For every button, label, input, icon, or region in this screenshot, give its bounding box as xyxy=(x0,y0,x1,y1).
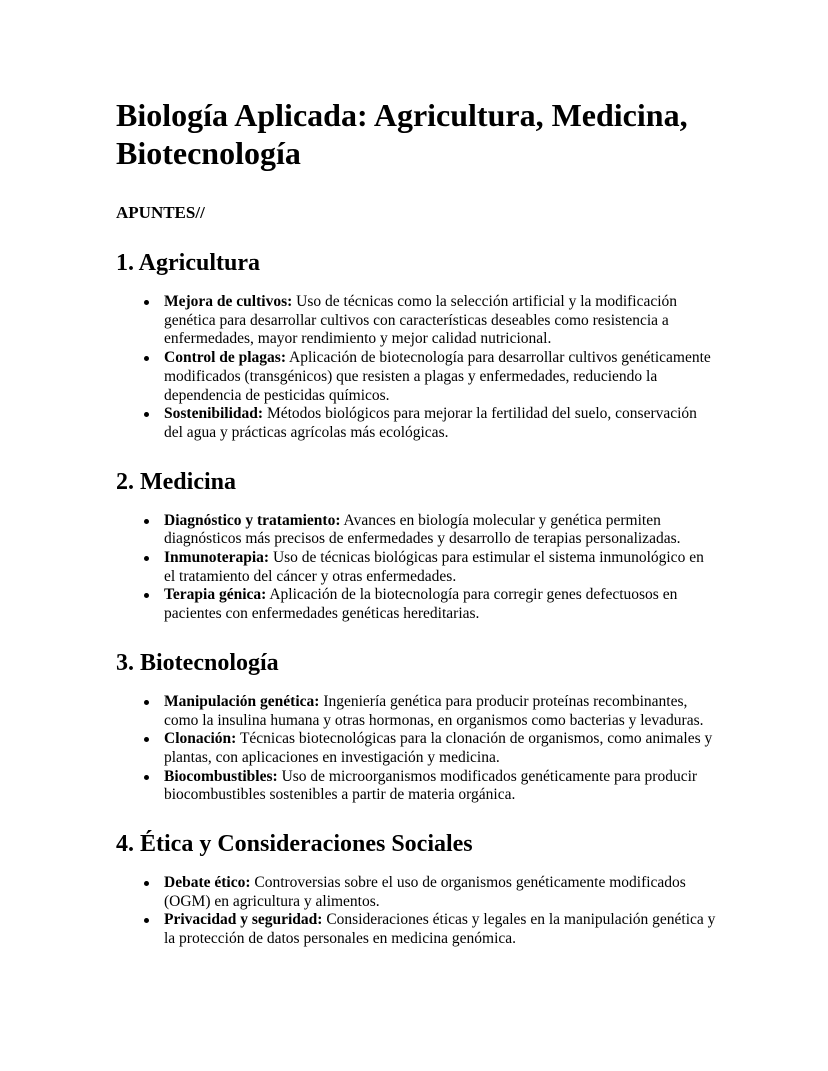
item-text: Métodos biológicos para mejorar la fertilidad del suelo, conservación del agua y prácticas agrícolas más ecológicas. xyxy=(164,405,697,441)
bullet-list xyxy=(116,512,716,624)
section-heading: 3. Biotecnología xyxy=(116,649,279,676)
item-text: Aplicación de la biotecnología para corregir genes defectuosos en pacientes con enfermedades genéticas hereditarias. xyxy=(164,586,678,623)
item-term: Clonación: xyxy=(164,730,237,748)
item-text: Uso de técnicas como la selección artificial y la modificación genética para desarrollar cultivos con características deseables como resistencia a enfermedades, mayor rendimiento y mejor calidad nutricional. xyxy=(164,293,678,348)
list-item xyxy=(164,293,716,349)
list-item xyxy=(164,549,716,586)
bullet-list xyxy=(116,874,716,949)
section-heading: 2. Medicina xyxy=(116,468,236,495)
list-item xyxy=(164,874,716,911)
section-biotecnologia xyxy=(116,649,716,805)
list-item xyxy=(164,730,716,767)
item-term: Mejora de cultivos: xyxy=(164,293,293,310)
item-text: Aplicación de biotecnología para desarrollar cultivos genéticamente modificados (transgénicos) que resisten a plagas y enfermedades, reduciendo la dependencia de pesticidas químicos. xyxy=(164,349,711,404)
item-term: Debate ético: xyxy=(164,874,251,892)
item-term: Privacidad y seguridad: xyxy=(164,911,323,929)
list-item xyxy=(164,911,716,948)
section-medicina xyxy=(116,468,716,624)
list-item xyxy=(164,405,716,442)
page-title: Biología Aplicada: Agricultura, Medicina, Biotecnología xyxy=(116,97,688,171)
item-term: Inmunoterapia: xyxy=(164,549,270,567)
list-item xyxy=(164,512,716,549)
notes-label: APUNTES// xyxy=(116,203,205,222)
section-heading: 4. Ética y Consideraciones Sociales xyxy=(116,831,473,858)
item-text: Uso de microorganismos modificados genéticamente para producir biocombustibles sostenibles a partir de materia orgánica. xyxy=(164,767,698,804)
document-page xyxy=(116,96,716,949)
item-text: Ingeniería genética para producir proteínas recombinantes, como la insulina humana y otras hormonas, en organismos como bacterias y levaduras. xyxy=(164,692,704,729)
list-item xyxy=(164,586,716,623)
item-text: Consideraciones éticas y legales en la manipulación genética y la protección de datos personales en medicina genómica. xyxy=(164,911,716,948)
item-term: Terapia génica: xyxy=(164,586,267,604)
section-agricultura xyxy=(116,249,716,443)
section-heading: 1. Agricultura xyxy=(116,250,260,276)
bullet-list xyxy=(116,293,716,443)
item-text: Avances en biología molecular y genética permiten diagnósticos más precisos de enfermedades y desarrollo de terapias personalizadas. xyxy=(164,511,681,548)
list-item xyxy=(164,349,716,405)
bullet-list xyxy=(116,693,716,805)
item-term: Manipulación genética: xyxy=(164,692,320,710)
list-item xyxy=(164,768,716,805)
item-text: Uso de técnicas biológicas para estimular el sistema inmunológico en el tratamiento del cáncer y otras enfermedades. xyxy=(164,549,704,585)
item-term: Biocombustibles: xyxy=(164,767,278,785)
item-term: Diagnóstico y tratamiento: xyxy=(164,511,341,529)
item-term: Sostenibilidad: xyxy=(164,405,264,423)
list-item xyxy=(164,693,716,730)
item-text: Controversias sobre el uso de organismos genéticamente modificados (OGM) en agricultura y alimentos. xyxy=(164,874,686,910)
item-text: Técnicas biotecnológicas para la clonación de organismos, como animales y plantas, con aplicaciones en investigación y medicina. xyxy=(164,730,713,766)
item-term: Control de plagas: xyxy=(164,349,287,367)
section-etica xyxy=(116,830,716,949)
